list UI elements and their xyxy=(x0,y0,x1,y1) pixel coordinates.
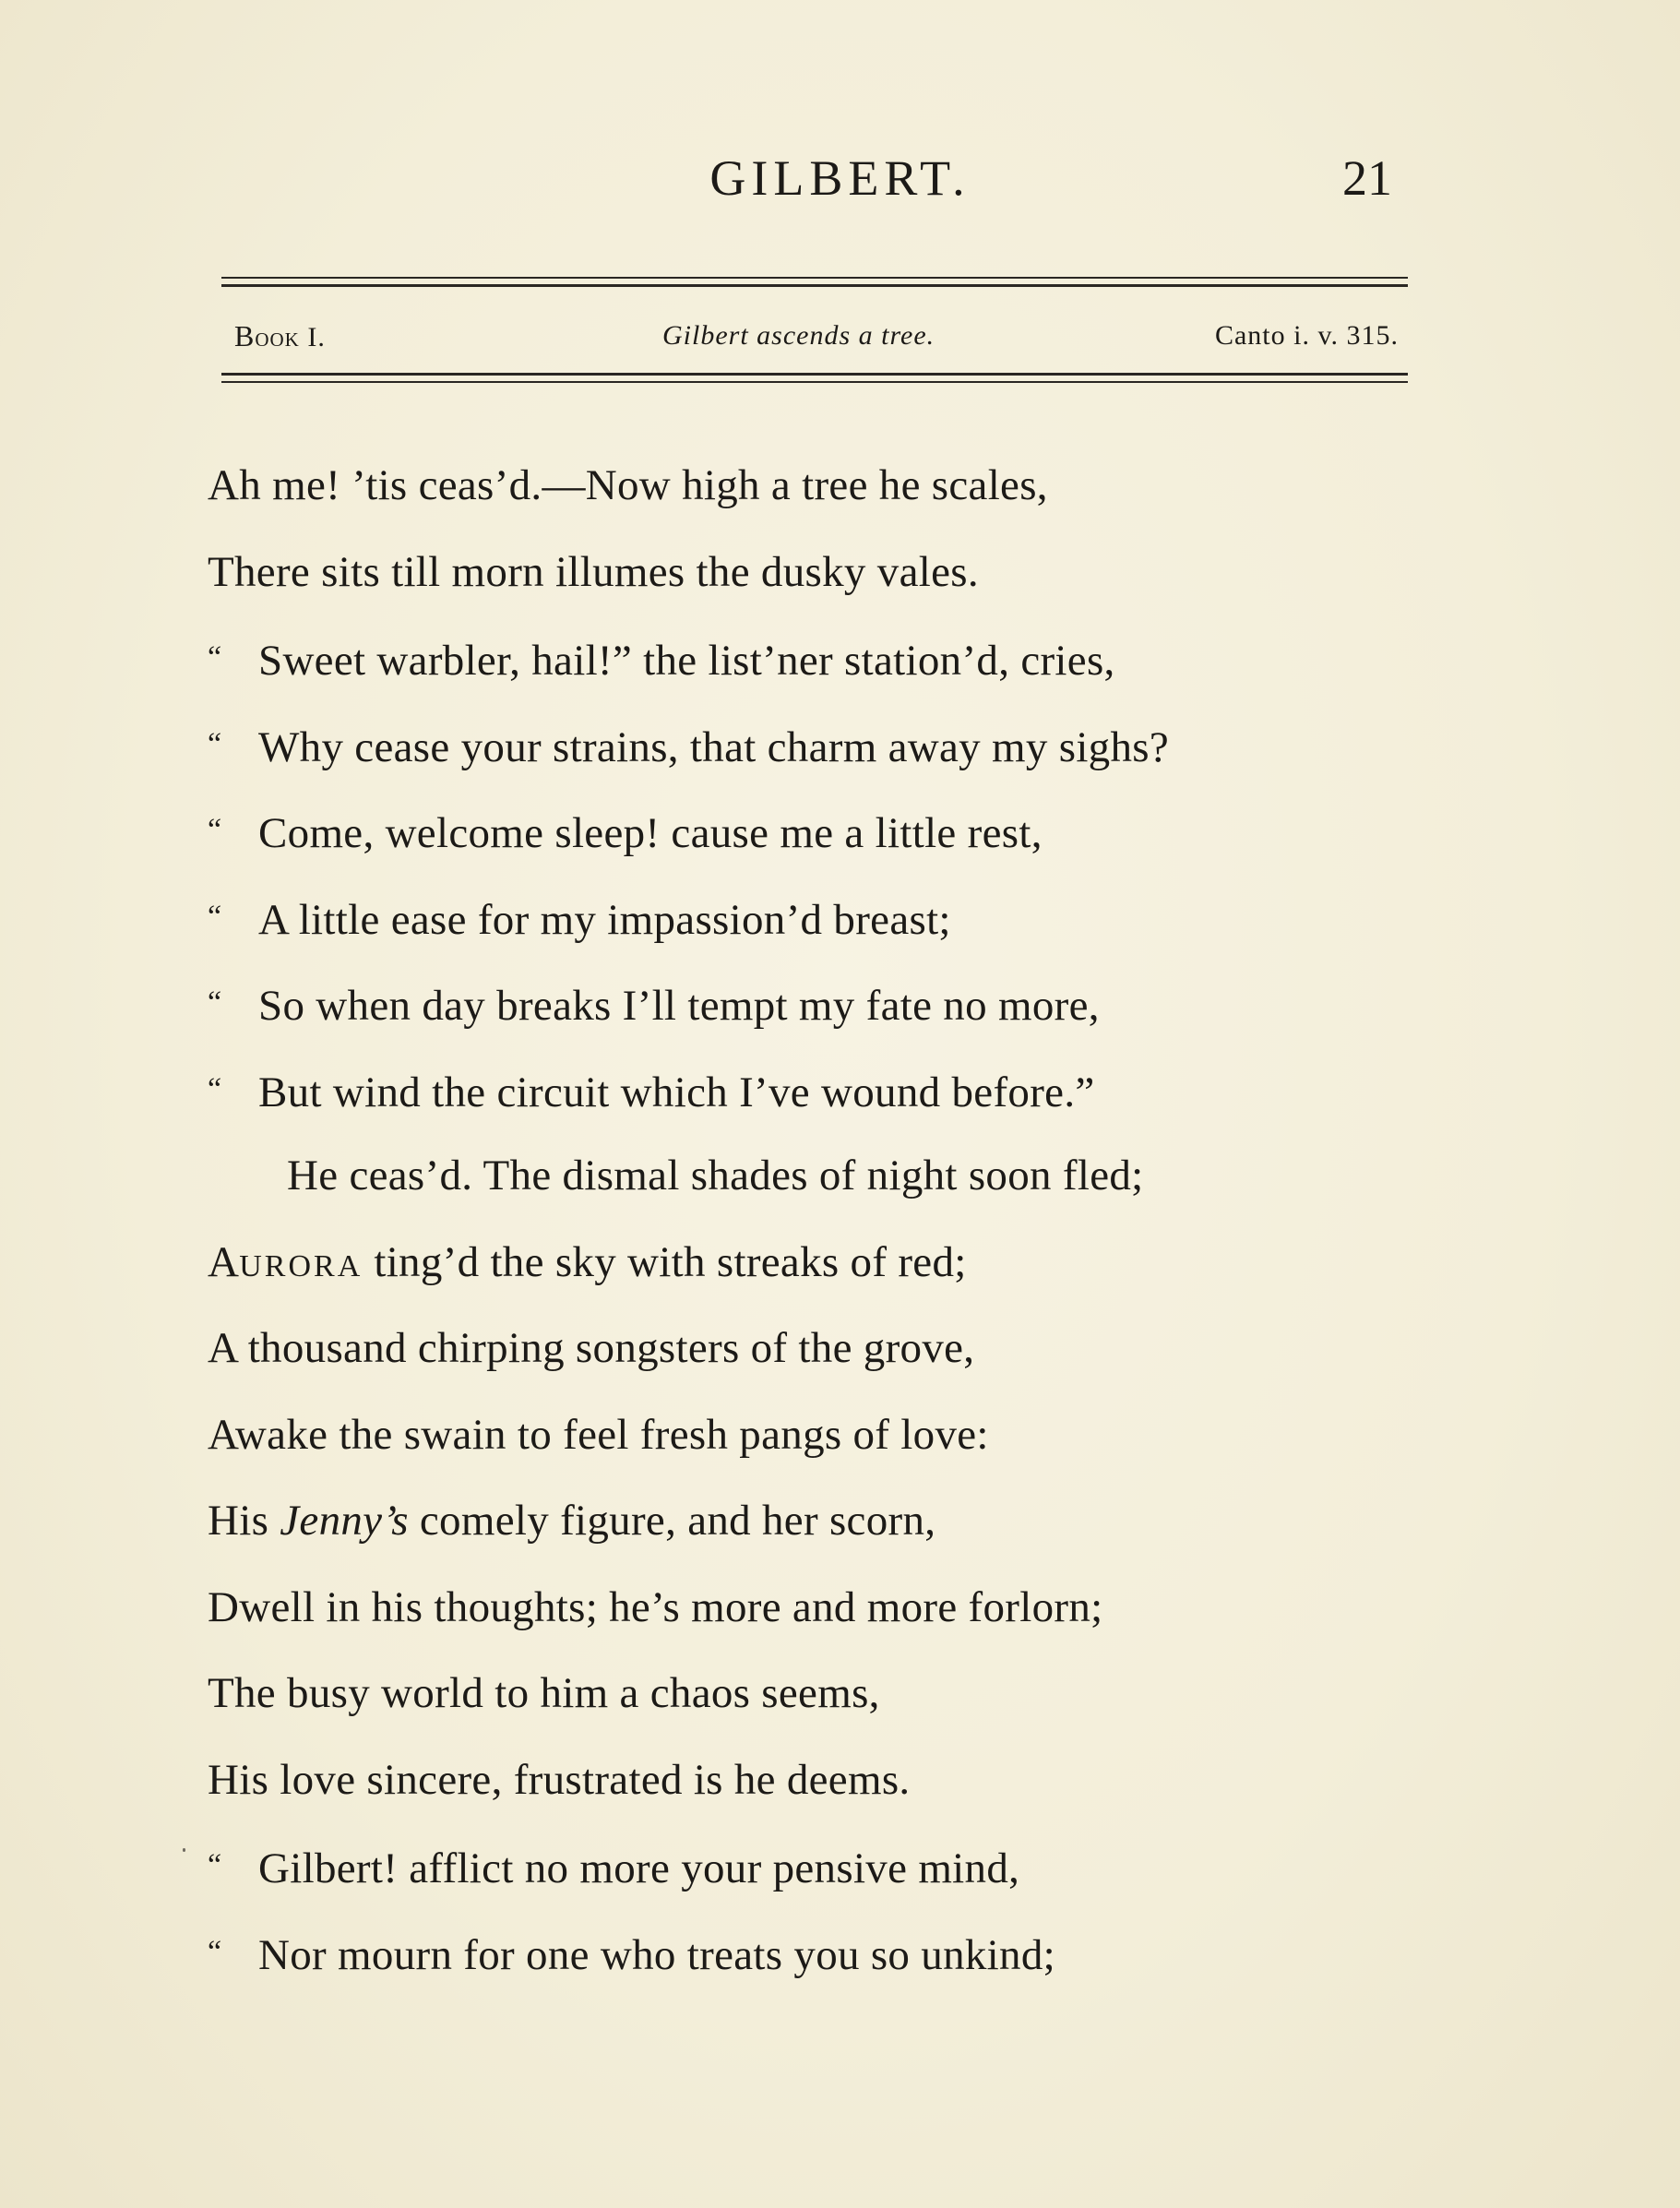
verse-line: “ But wind the circuit which I’ve wound before.” xyxy=(208,1056,1435,1143)
section-subheading xyxy=(234,312,1399,360)
opening-quote: “ xyxy=(208,813,222,847)
top-rule-thick xyxy=(221,284,1408,287)
verse-line: “ A little ease for my impassion’d breast; xyxy=(208,884,1435,971)
opening-quote: “ xyxy=(208,726,222,761)
opening-quote: “ xyxy=(208,640,222,674)
verse-line: His love sincere, frustrated is he deems. xyxy=(208,1755,911,1804)
book-label: Book I. xyxy=(234,319,326,352)
opening-quote: “ xyxy=(208,985,222,1020)
verse-line: “ Sweet warbler, hail!” the list’ner station’d, cries, xyxy=(208,625,1435,711)
verse-line: AURORA ting’d the sky with streaks of red; xyxy=(208,1237,967,1286)
opening-quote: “ xyxy=(208,899,222,934)
topic-label: Gilbert ascends a tree. xyxy=(662,320,935,351)
verse-line: A thousand chirping songsters of the grove, xyxy=(208,1324,975,1372)
top-rule-thin xyxy=(221,277,1408,279)
verse-line: “ Nor mourn for one who treats you so unkind; xyxy=(208,1919,1435,2006)
canto-label: Canto i. v. 315. xyxy=(1214,320,1399,351)
opening-quote: “ xyxy=(208,1071,222,1106)
verse-line: “ So when day breaks I’ll tempt my fate no more, xyxy=(208,970,1435,1056)
running-title: GILBERT. xyxy=(709,150,971,206)
verse-line: Dwell in his thoughts; he’s more and more forlorn; xyxy=(208,1582,1103,1631)
page-number: 21 xyxy=(1342,150,1392,206)
verse-line: The busy world to him a chaos seems, xyxy=(208,1669,880,1717)
verse-line: “ Come, welcome sleep! cause me a little rest, xyxy=(208,797,1435,884)
bottom-rule-thin xyxy=(221,381,1408,383)
running-head xyxy=(0,146,1680,210)
verse-line: There sits till morn illumes the dusky vales. xyxy=(208,547,979,596)
verse-line: Ah me! ’tis ceas’d.—Now high a tree he scales, xyxy=(208,461,1048,509)
poem-body xyxy=(208,452,1435,2005)
opening-quote: “ xyxy=(208,1934,222,1969)
paper-speck xyxy=(183,1848,185,1852)
verse-line: His Jenny’s comely figure, and her scorn, xyxy=(208,1497,936,1545)
opening-quote: “ xyxy=(208,1848,222,1882)
verse-line: “ Gilbert! afflict no more your pensive mind, xyxy=(208,1832,1435,1919)
bottom-rule-thick xyxy=(221,373,1408,376)
verse-line: Awake the swain to feel fresh pangs of love: xyxy=(208,1410,989,1459)
verse-line: He ceas’d. The dismal shades of night soon fled; xyxy=(287,1152,1144,1199)
verse-line: “ Why cease your strains, that charm away my sighs? xyxy=(208,711,1435,798)
